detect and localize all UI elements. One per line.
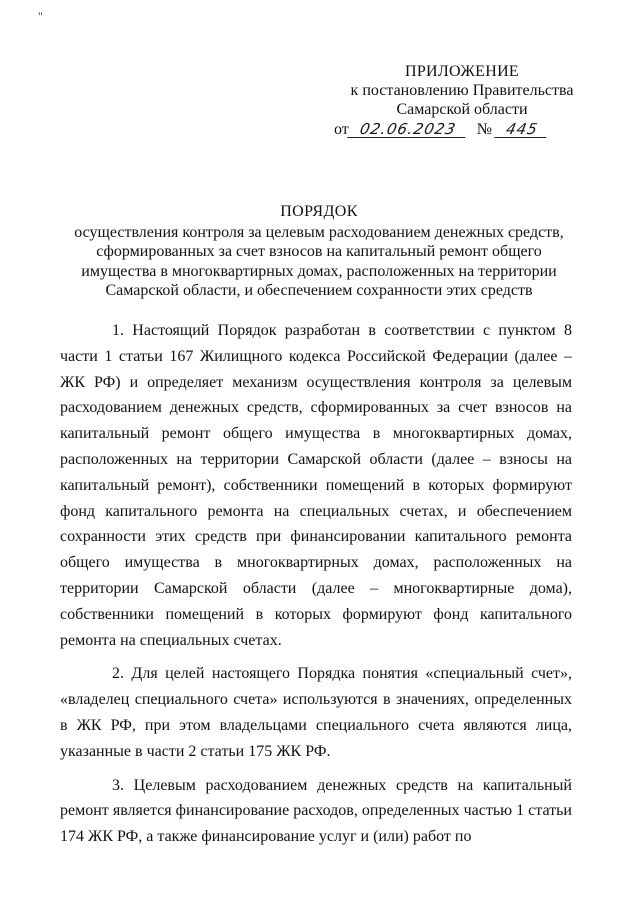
corner-mark: " [38,9,43,23]
document-subtitle-line-3: имущества в многоквартирных домах, расположенных на территории [81,262,557,280]
document-subtitle-line-2: сформированных за счет взносов на капитальный ремонт общего [96,243,542,260]
number-prefix: № [476,121,493,138]
appendix-title: ПРИЛОЖЕНИЕ [404,63,519,80]
document-title-block [40,202,598,301]
document-title: ПОРЯДОК [280,203,358,220]
paragraph-3: 3. Целевым расходованием денежных средств на капитальный ремонт является финансирование расходов, определенных частью 1 статьи 174 ЖК РФ, а также финансирование услуг и (или) работ по [60,776,572,846]
document-subtitle-line-1: осуществления контроля за целевым расходованием денежных средств, [74,223,564,241]
handwritten-date: 02.06.2023 [347,121,469,138]
paragraph-2: 2. Для целей настоящего Порядка понятия «специальный счет», «владелец специального счета» используются в значениях, определенных в ЖК РФ, при этом владельцами специального счета являются лица, указанные в части 2 статьи 175 ЖК РФ. [60,665,572,760]
appendix-date-line [330,120,594,142]
appendix-line-1: к постановлению Правительства [350,82,574,99]
appendix-header [330,62,594,142]
document-subtitle-line-4: Самарской области, и обеспечением сохранности этих средств [105,282,533,299]
document-body [60,318,572,858]
date-prefix: от [334,121,349,138]
handwritten-number: 445 [494,121,550,138]
paragraph-1: 1. Настоящий Порядок разработан в соответствии с пунктом 8 части 1 статьи 167 Жилищного кодекса Российской Федерации (далее – ЖК РФ) и определяет механизм осуществления контроля за целевым расходованием денежных средств, сформированных за счет взносов на капитальный ремонт общего имущества в многоквартирных домах, расположенных на территории Самарской области (далее – взносы на капитальный ремонт), собственники помещений в которых формируют фонд капитального ремонта на специальных счетах, и обеспечением сохранности этих средств при финансировании капитального ремонта общего имущества в многоквартирных домах, расположенных на территории Самарской области (далее – многоквартирные дома), собственники помещений в которых формируют фонд капитального ремонта на специальных счетах. [60,322,572,649]
appendix-line-2: Самарской области [396,101,528,118]
